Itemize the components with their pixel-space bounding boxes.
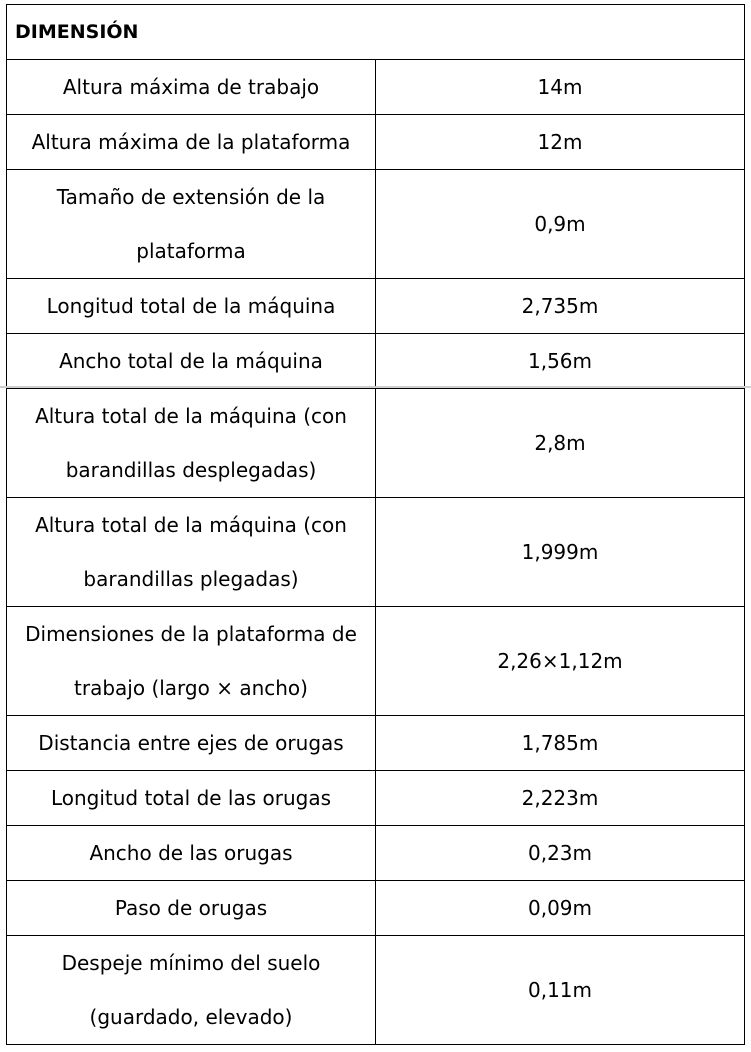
table-row: [7, 881, 745, 936]
table-row: [7, 279, 745, 334]
dimension-spec-table: [6, 4, 745, 1045]
spec-value: 2,8m: [376, 389, 745, 498]
table-row: [7, 716, 745, 771]
table-header-title: DIMENSIÓN: [7, 5, 745, 60]
spec-value: 0,9m: [376, 170, 745, 279]
spec-label: Tamaño de extensión de la plataforma: [7, 170, 376, 279]
spec-value: 12m: [376, 115, 745, 170]
spec-value: 0,11m: [376, 936, 745, 1045]
table-header-row: [7, 5, 745, 60]
spec-value: 2,735m: [376, 279, 745, 334]
spec-label: Paso de orugas: [7, 881, 376, 936]
spec-label: Dimensiones de la plataforma de trabajo (largo × ancho): [7, 607, 376, 716]
spec-value: 1,999m: [376, 498, 745, 607]
table-row: [7, 771, 745, 826]
table-row: [7, 498, 745, 607]
spec-label: Altura total de la máquina (con barandillas plegadas): [7, 498, 376, 607]
table-row: [7, 170, 745, 279]
spec-label: Altura total de la máquina (con barandillas desplegadas): [7, 389, 376, 498]
spec-value: 0,23m: [376, 826, 745, 881]
table-row: [7, 115, 745, 170]
table-row: [7, 389, 745, 498]
table-row: [7, 60, 745, 115]
table-row: [7, 607, 745, 716]
spec-value: 0,09m: [376, 881, 745, 936]
spec-label: Distancia entre ejes de orugas: [7, 716, 376, 771]
spec-label: Altura máxima de la plataforma: [7, 115, 376, 170]
spec-label: Longitud total de las orugas: [7, 771, 376, 826]
spec-value: 1,785m: [376, 716, 745, 771]
spec-value: 2,26×1,12m: [376, 607, 745, 716]
spec-label: Longitud total de la máquina: [7, 279, 376, 334]
spec-label: Ancho total de la máquina: [7, 334, 376, 389]
spec-value: 1,56m: [376, 334, 745, 389]
spec-value: 2,223m: [376, 771, 745, 826]
spec-value: 14m: [376, 60, 745, 115]
spec-label: Ancho de las orugas: [7, 826, 376, 881]
table-row: [7, 826, 745, 881]
spec-label: Altura máxima de trabajo: [7, 60, 376, 115]
table-row: [7, 936, 745, 1045]
spec-label: Despeje mínimo del suelo (guardado, elevado): [7, 936, 376, 1045]
table-row: [7, 334, 745, 389]
